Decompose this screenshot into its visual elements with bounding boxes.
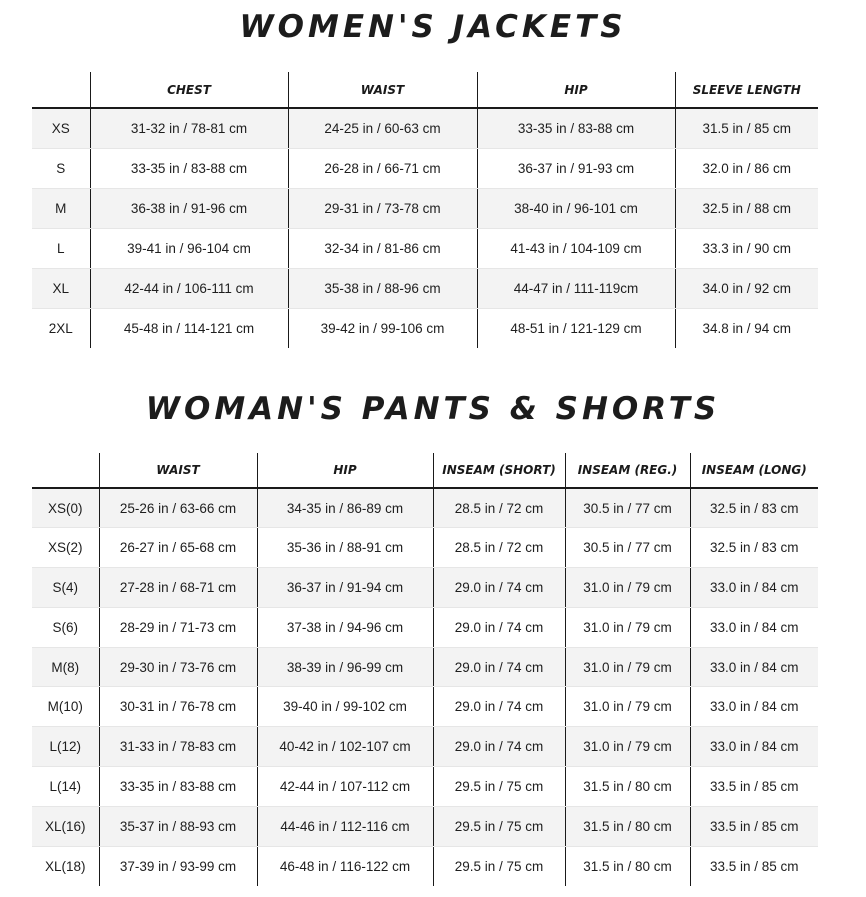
inseam-short-cell: 29.0 in / 74 cm: [433, 647, 565, 687]
size-cell: L(12): [32, 727, 99, 767]
size-cell: M(8): [32, 647, 99, 687]
hip-cell: 48-51 in / 121-129 cm: [477, 308, 675, 348]
hip-cell: 35-36 in / 88-91 cm: [257, 528, 433, 568]
hip-cell: 41-43 in / 104-109 cm: [477, 228, 675, 268]
hip-cell: 38-40 in / 96-101 cm: [477, 188, 675, 228]
pants-size-chart-title: WOMAN'S PANTS & SHORTS: [145, 391, 721, 427]
chest-cell: 36-38 in / 91-96 cm: [90, 188, 288, 228]
inseam-short-cell: 28.5 in / 72 cm: [433, 488, 565, 528]
inseam-reg-cell: 30.5 in / 77 cm: [565, 488, 690, 528]
size-cell: XS(2): [32, 528, 99, 568]
waist-cell: 24-25 in / 60-63 cm: [288, 108, 477, 148]
waist-cell: 32-34 in / 81-86 cm: [288, 228, 477, 268]
sleeve-length-cell: 31.5 in / 85 cm: [675, 108, 818, 148]
inseam-short-cell: 29.0 in / 74 cm: [433, 727, 565, 767]
inseam-short-column-header: INSEAM (SHORT): [433, 453, 565, 488]
table-row: [32, 488, 818, 528]
table-row: [32, 607, 818, 647]
sleeve-length-cell: 32.5 in / 88 cm: [675, 188, 818, 228]
chest-cell: 31-32 in / 78-81 cm: [90, 108, 288, 148]
inseam-reg-cell: 31.0 in / 79 cm: [565, 647, 690, 687]
inseam-reg-cell: 31.0 in / 79 cm: [565, 607, 690, 647]
size-cell: L: [32, 228, 90, 268]
inseam-short-cell: 28.5 in / 72 cm: [433, 528, 565, 568]
inseam-short-cell: 29.0 in / 74 cm: [433, 568, 565, 608]
waist-column-header: WAIST: [288, 72, 477, 108]
waist-cell: 35-37 in / 88-93 cm: [99, 806, 257, 846]
size-cell: S(4): [32, 568, 99, 608]
size-column-header: [32, 72, 90, 108]
table-row: [32, 148, 818, 188]
hip-column-header: HIP: [477, 72, 675, 108]
inseam-short-cell: 29.5 in / 75 cm: [433, 846, 565, 886]
size-cell: XS(0): [32, 488, 99, 528]
size-cell: XL(18): [32, 846, 99, 886]
inseam-long-cell: 33.0 in / 84 cm: [690, 607, 818, 647]
inseam-reg-cell: 31.5 in / 80 cm: [565, 846, 690, 886]
waist-cell: 25-26 in / 63-66 cm: [99, 488, 257, 528]
table-row: [32, 846, 818, 886]
chest-cell: 42-44 in / 106-111 cm: [90, 268, 288, 308]
size-cell: XL: [32, 268, 90, 308]
hip-cell: 40-42 in / 102-107 cm: [257, 727, 433, 767]
table-row: [32, 108, 818, 148]
chest-column-header: CHEST: [90, 72, 288, 108]
inseam-reg-cell: 31.0 in / 79 cm: [565, 727, 690, 767]
inseam-long-column-header: INSEAM (LONG): [690, 453, 818, 488]
chest-cell: 39-41 in / 96-104 cm: [90, 228, 288, 268]
table-row: [32, 767, 818, 807]
inseam-long-cell: 33.5 in / 85 cm: [690, 767, 818, 807]
waist-cell: 31-33 in / 78-83 cm: [99, 727, 257, 767]
size-cell: M: [32, 188, 90, 228]
size-cell: XL(16): [32, 806, 99, 846]
hip-cell: 46-48 in / 116-122 cm: [257, 846, 433, 886]
inseam-long-cell: 33.0 in / 84 cm: [690, 647, 818, 687]
size-cell: S: [32, 148, 90, 188]
waist-cell: 30-31 in / 76-78 cm: [99, 687, 257, 727]
inseam-reg-cell: 31.0 in / 79 cm: [565, 568, 690, 608]
table-header-row: [32, 72, 818, 108]
inseam-reg-cell: 31.5 in / 80 cm: [565, 806, 690, 846]
hip-cell: 37-38 in / 94-96 cm: [257, 607, 433, 647]
sleeve-length-cell: 34.8 in / 94 cm: [675, 308, 818, 348]
table-row: [32, 188, 818, 228]
hip-cell: 44-47 in / 111-119cm: [477, 268, 675, 308]
table-row: [32, 568, 818, 608]
inseam-reg-cell: 30.5 in / 77 cm: [565, 528, 690, 568]
hip-cell: 36-37 in / 91-93 cm: [477, 148, 675, 188]
size-cell: L(14): [32, 767, 99, 807]
sleeve-length-cell: 32.0 in / 86 cm: [675, 148, 818, 188]
size-cell: XS: [32, 108, 90, 148]
inseam-long-cell: 32.5 in / 83 cm: [690, 488, 818, 528]
inseam-reg-cell: 31.5 in / 80 cm: [565, 767, 690, 807]
table-row: [32, 308, 818, 348]
sleeve-length-cell: 33.3 in / 90 cm: [675, 228, 818, 268]
waist-cell: 29-31 in / 73-78 cm: [288, 188, 477, 228]
inseam-short-cell: 29.5 in / 75 cm: [433, 767, 565, 807]
waist-cell: 29-30 in / 73-76 cm: [99, 647, 257, 687]
table-row: [32, 806, 818, 846]
hip-cell: 38-39 in / 96-99 cm: [257, 647, 433, 687]
sleeve-length-cell: 34.0 in / 92 cm: [675, 268, 818, 308]
waist-cell: 35-38 in / 88-96 cm: [288, 268, 477, 308]
inseam-long-cell: 33.5 in / 85 cm: [690, 806, 818, 846]
inseam-short-cell: 29.5 in / 75 cm: [433, 806, 565, 846]
pants-size-table: [32, 453, 818, 886]
inseam-long-cell: 33.5 in / 85 cm: [690, 846, 818, 886]
table-header-row: [32, 453, 818, 488]
hip-cell: 39-40 in / 99-102 cm: [257, 687, 433, 727]
waist-cell: 33-35 in / 83-88 cm: [99, 767, 257, 807]
table-row: [32, 687, 818, 727]
hip-column-header: HIP: [257, 453, 433, 488]
size-column-header: [32, 453, 99, 488]
inseam-long-cell: 33.0 in / 84 cm: [690, 568, 818, 608]
inseam-reg-column-header: INSEAM (REG.): [565, 453, 690, 488]
inseam-reg-cell: 31.0 in / 79 cm: [565, 687, 690, 727]
hip-cell: 33-35 in / 83-88 cm: [477, 108, 675, 148]
table-row: [32, 268, 818, 308]
hip-cell: 36-37 in / 91-94 cm: [257, 568, 433, 608]
inseam-long-cell: 33.0 in / 84 cm: [690, 687, 818, 727]
size-cell: 2XL: [32, 308, 90, 348]
inseam-short-cell: 29.0 in / 74 cm: [433, 607, 565, 647]
table-row: [32, 228, 818, 268]
inseam-long-cell: 33.0 in / 84 cm: [690, 727, 818, 767]
waist-cell: 28-29 in / 71-73 cm: [99, 607, 257, 647]
inseam-short-cell: 29.0 in / 74 cm: [433, 687, 565, 727]
waist-cell: 26-28 in / 66-71 cm: [288, 148, 477, 188]
jackets-size-chart-title: WOMEN'S JACKETS: [239, 9, 627, 45]
table-row: [32, 727, 818, 767]
table-row: [32, 528, 818, 568]
jackets-size-table: [32, 72, 818, 348]
chest-cell: 45-48 in / 114-121 cm: [90, 308, 288, 348]
hip-cell: 42-44 in / 107-112 cm: [257, 767, 433, 807]
waist-cell: 39-42 in / 99-106 cm: [288, 308, 477, 348]
sleeve-length-column-header: SLEEVE LENGTH: [675, 72, 818, 108]
waist-cell: 26-27 in / 65-68 cm: [99, 528, 257, 568]
waist-cell: 37-39 in / 93-99 cm: [99, 846, 257, 886]
waist-column-header: WAIST: [99, 453, 257, 488]
inseam-long-cell: 32.5 in / 83 cm: [690, 528, 818, 568]
chest-cell: 33-35 in / 83-88 cm: [90, 148, 288, 188]
size-cell: S(6): [32, 607, 99, 647]
hip-cell: 34-35 in / 86-89 cm: [257, 488, 433, 528]
waist-cell: 27-28 in / 68-71 cm: [99, 568, 257, 608]
table-row: [32, 647, 818, 687]
size-cell: M(10): [32, 687, 99, 727]
hip-cell: 44-46 in / 112-116 cm: [257, 806, 433, 846]
